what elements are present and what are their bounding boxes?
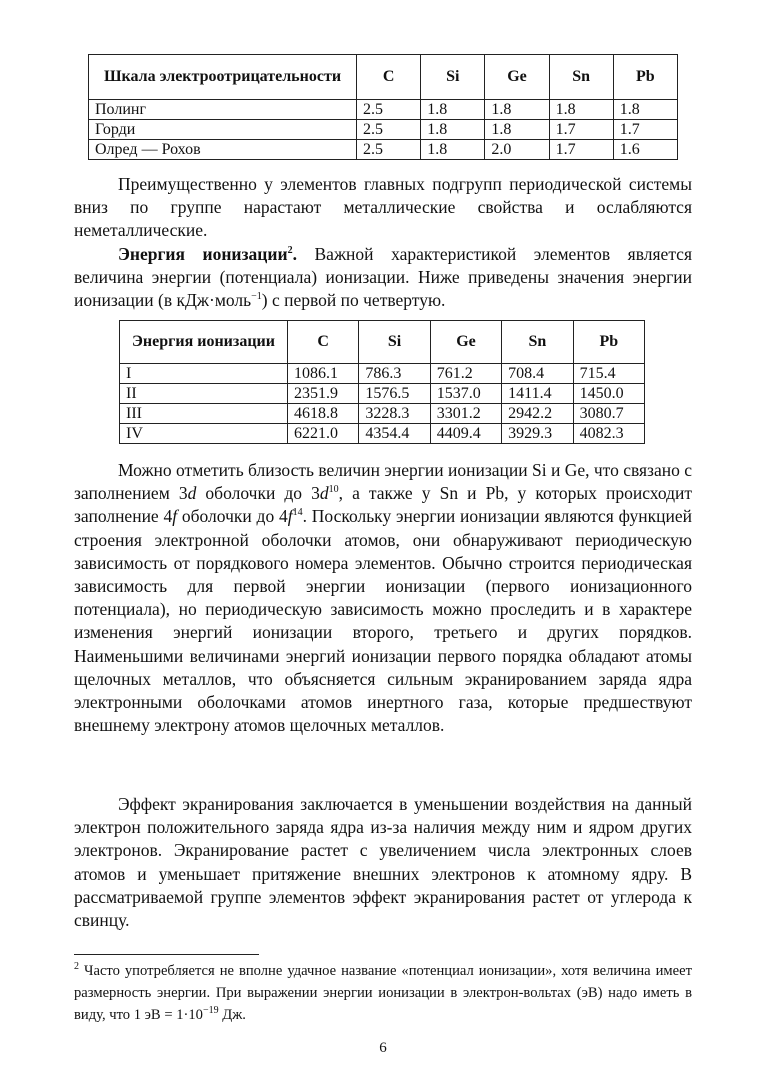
table-cell: 4082.3 [573,424,644,444]
table-header-cell: Si [359,321,430,364]
table-cell: 1537.0 [430,384,501,404]
electronegativity-table [88,54,678,160]
table-cell: 1.7 [549,140,613,160]
table-cell: Полинг [89,100,357,120]
table-cell: 3301.2 [430,404,501,424]
table-cell: 2351.9 [288,384,359,404]
table-row [120,384,645,404]
footnote-reference: 2 [287,245,293,257]
footnote-divider [74,954,259,955]
table-cell: 1576.5 [359,384,430,404]
paragraph-text: оболочки до 4 [177,506,288,527]
paragraph-text: Можно отметить близость величин энергии ионизации Si и Ge, что связано с заполнением 3 [74,460,692,504]
table-cell: 1.8 [549,100,613,120]
table-header-cell: Pb [573,321,644,364]
table-row [120,404,645,424]
table-header-cell: Шкала электроотрицательности [89,55,357,100]
table-cell: 1.8 [421,100,485,120]
table-cell: 2.5 [357,140,421,160]
table-row [89,100,678,120]
table-cell: 1411.4 [502,384,573,404]
table-row [120,364,645,384]
table-row [120,424,645,444]
table-cell: 786.3 [359,364,430,384]
table-header-row [120,321,645,364]
paragraph-text: Важной характеристикой элементов является величина энергии (потенциала) ионизации. Ниже приведены значения энергии ионизации (в кДж·моль [74,244,692,311]
superscript: 14 [292,507,303,519]
table-cell: 3080.7 [573,404,644,424]
paragraph-text: ) с первой по четвертую. [261,290,446,311]
table-cell: 1.8 [485,100,549,120]
table-cell: 4354.4 [359,424,430,444]
table-cell: Горди [89,120,357,140]
paragraph-metallic-properties: Преимущественно у элементов главных подгрупп периодической системы вниз по группе нарастают металлические свойства и ослабляются неметаллические. [74,174,692,241]
table-cell: 761.2 [430,364,501,384]
table-cell: 4409.4 [430,424,501,444]
superscript: 10 [328,484,339,496]
table-cell: III [120,404,288,424]
page-number: 6 [379,1040,387,1056]
table-cell: I [120,364,288,384]
table-cell: 2.0 [485,140,549,160]
orbital-symbol: d [187,483,197,504]
table-header-cell: C [357,55,421,100]
table-row [89,120,678,140]
table-cell: 1.7 [613,120,677,140]
table-header-cell: Ge [485,55,549,100]
paragraph-text: оболочки до 3 [196,483,320,504]
table-cell: 1.8 [421,120,485,140]
table-cell: 708.4 [502,364,573,384]
paragraph-text: , а также у Sn и Pb, у которых происходит заполнение 4 [74,483,692,527]
table-header-cell: Pb [613,55,677,100]
table-cell: 1.7 [549,120,613,140]
table-cell: 1.6 [613,140,677,160]
table-cell: 2.5 [357,100,421,120]
table-cell: 1450.0 [573,384,644,404]
table-cell: 1.8 [613,100,677,120]
table-header-cell: Sn [502,321,573,364]
table-cell: 3228.3 [359,404,430,424]
table-header-cell: Si [421,55,485,100]
ionization-energy-table [119,320,645,444]
table-cell: Олред — Рохов [89,140,357,160]
table-cell: 1086.1 [288,364,359,384]
table-header-cell: C [288,321,359,364]
table-cell: 2942.2 [502,404,573,424]
table-cell: 715.4 [573,364,644,384]
table-cell: 3929.3 [502,424,573,444]
footnote-mark: 2 [74,961,79,973]
paragraph-ionization-energy-intro [74,243,692,313]
orbital-symbol: f [287,506,293,527]
table-cell: IV [120,424,288,444]
table-header-cell: Sn [549,55,613,100]
paragraph-ionization-discussion [74,459,692,737]
heading-punctuation: . [292,244,297,264]
table-cell: 1.8 [485,120,549,140]
table-row [89,140,678,160]
table-cell: II [120,384,288,404]
superscript: −19 [202,1005,219,1017]
paragraph-text: . Поскольку энергии ионизации являются функцией строения электронной оболочки атомов, они обнаруживают периодическую зависимость от порядкового номера элементов. Обычно строится периодическая зависимость для первой энергии ионизации (первого ионизационного потенциала), но периодическую зависимость можно проследить и в характере изменения энергий ионизации второго, третьего и других порядков. Наименьшими величинами энергий ионизации первого порядка обладают атомы щелочных металлов, что объясняется сильным экранированием заряда ядра электронными оболочками атомов инертного газа, которые предшествуют внешнему электрону атомов щелочных металлов. [74,506,692,736]
footnote [74,960,692,1026]
footnote-text: Часто употребляется не вполне удачное название «потенциал ионизации», хотя величина имеет размерность энергии. При выражении энергии ионизации в электрон-вольтах (эВ) надо иметь в виду, что 1 эВ = 1·10 [74,963,692,1023]
table-header-cell: Ge [430,321,501,364]
paragraph-screening-effect: Эффект экранирования заключается в уменьшении воздействия на данный электрон положительного заряда ядра из-за наличия между ним и ядром других электронов. Экранирование растет с увеличением числа электронных слоев атомов и уменьшает притяжение внешних электронов к атомному ядру. В рассматриваемой группе элементов эффект экранирования растет от углерода к свинцу. [74,794,692,931]
table-cell: 2.5 [357,120,421,140]
table-cell: 4618.8 [288,404,359,424]
table-cell: 6221.0 [288,424,359,444]
superscript: −1 [251,291,262,303]
footnote-text: Дж. [218,1007,246,1023]
orbital-symbol: d [319,483,329,504]
table-header-row [89,55,678,100]
section-heading: Энергия ионизации [118,244,288,264]
orbital-symbol: f [172,506,178,527]
table-header-cell: Энергия ионизации [120,321,288,364]
table-cell: 1.8 [421,140,485,160]
